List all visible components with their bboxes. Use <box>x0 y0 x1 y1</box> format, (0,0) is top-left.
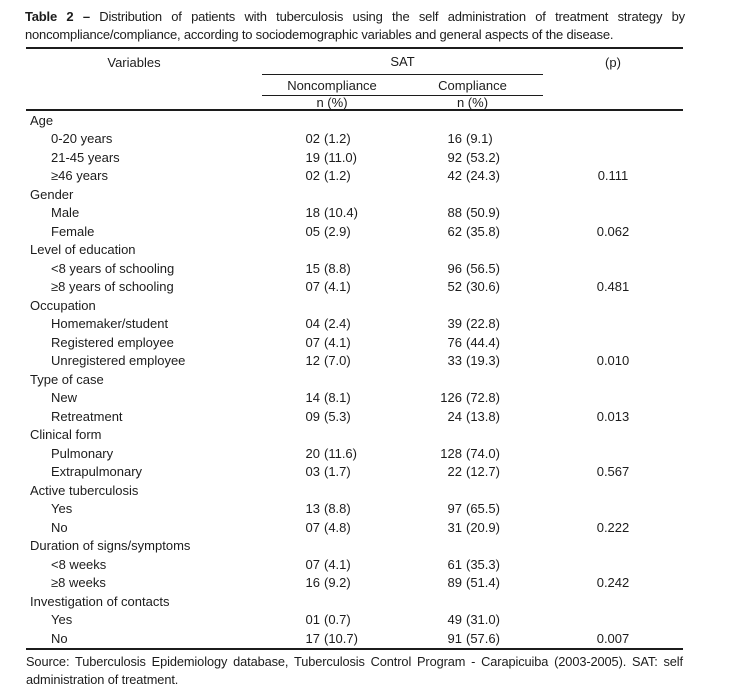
compliance-n: 24 <box>447 408 462 424</box>
noncompliance-pct: (4.1) <box>324 334 351 350</box>
p-value-cell: 0.481 <box>596 279 630 295</box>
noncompliance-cell <box>262 261 402 276</box>
table-caption-text: Distribution of patients with tuberculosis using the self administration of treatment strategy by noncompliance/compliance, according to sociodemographic variables and general aspects of the disease. <box>25 9 685 42</box>
noncompliance-n: 05 <box>305 223 320 239</box>
p-value-cell: 0.567 <box>596 464 630 480</box>
p-value-cell: 0.007 <box>596 630 630 646</box>
compliance-cell <box>402 575 543 590</box>
noncompliance-cell <box>262 390 402 405</box>
variable-group-label: Active tuberculosis <box>30 482 139 498</box>
compliance-n: 22 <box>447 464 462 480</box>
compliance-cell <box>402 131 543 146</box>
variable-item-label: Unregistered employee <box>51 353 186 369</box>
col-header-npct-compliance: n (%) <box>456 94 489 110</box>
compliance-cell <box>402 631 543 646</box>
variable-group-label: Occupation <box>30 297 96 313</box>
variable-item-label: Retreatment <box>51 408 123 424</box>
noncompliance-cell <box>262 446 402 461</box>
noncompliance-n: 09 <box>305 408 320 424</box>
table-row <box>26 389 683 408</box>
compliance-cell <box>402 409 543 424</box>
compliance-cell <box>402 520 543 535</box>
noncompliance-n: 03 <box>305 464 320 480</box>
p-value-cell: 0.222 <box>596 519 630 535</box>
table-row <box>26 352 683 371</box>
noncompliance-n: 13 <box>305 501 320 517</box>
compliance-n: 96 <box>447 260 462 276</box>
table-row <box>26 333 683 352</box>
noncompliance-n: 19 <box>305 149 320 165</box>
noncompliance-n: 18 <box>305 205 320 221</box>
noncompliance-pct: (4.1) <box>324 556 351 572</box>
variable-group-label: Gender <box>30 186 74 202</box>
variable-group-label: Clinical form <box>30 427 102 443</box>
compliance-n: 61 <box>447 556 462 572</box>
header-row-3 <box>26 96 683 109</box>
p-value-cell: 0.111 <box>597 168 629 184</box>
variable-item-label: ≥8 weeks <box>51 575 106 591</box>
variable-group-row <box>26 241 683 260</box>
variable-group-row <box>26 111 683 130</box>
variable-item-label: No <box>51 630 68 646</box>
compliance-pct: (13.8) <box>466 408 500 424</box>
source-note: Source: Tuberculosis Epidemiology database, Tuberculosis Control Program - Carapicuiba (2003-2005). SAT: self administration of treatment. <box>26 653 683 687</box>
col-header-sat: SAT <box>262 49 543 75</box>
compliance-pct: (12.7) <box>466 464 500 480</box>
compliance-pct: (53.2) <box>466 149 500 165</box>
compliance-n: 97 <box>447 501 462 517</box>
noncompliance-cell <box>262 335 402 350</box>
variable-group-row <box>26 370 683 389</box>
table-row <box>26 204 683 223</box>
noncompliance-n: 12 <box>305 353 320 369</box>
table-row <box>26 611 683 630</box>
noncompliance-cell <box>262 501 402 516</box>
table-row <box>26 444 683 463</box>
noncompliance-cell <box>262 150 402 165</box>
variable-item-label: Pulmonary <box>51 445 114 461</box>
noncompliance-pct: (4.8) <box>324 519 351 535</box>
noncompliance-cell <box>262 205 402 220</box>
noncompliance-pct: (0.7) <box>324 612 351 628</box>
col-header-compliance: Compliance <box>438 77 507 93</box>
noncompliance-pct: (2.9) <box>324 223 351 239</box>
compliance-pct: (35.3) <box>466 556 500 572</box>
noncompliance-pct: (11.0) <box>324 149 357 165</box>
header-npct-pair <box>262 96 543 109</box>
compliance-n: 76 <box>447 334 462 350</box>
table-row <box>26 629 683 648</box>
table-row <box>26 500 683 519</box>
compliance-cell <box>402 261 543 276</box>
variable-group-row <box>26 426 683 445</box>
compliance-n: 16 <box>447 131 462 147</box>
variable-item-label: Extrapulmonary <box>51 464 143 480</box>
compliance-pct: (65.5) <box>466 501 500 517</box>
noncompliance-pct: (1.2) <box>324 168 351 184</box>
compliance-cell <box>402 316 543 331</box>
noncompliance-pct: (10.4) <box>324 205 358 221</box>
noncompliance-cell <box>262 612 402 627</box>
noncompliance-pct: (1.7) <box>324 464 351 480</box>
compliance-pct: (30.6) <box>466 279 500 295</box>
variable-item-label: New <box>51 390 78 406</box>
variable-item-label: ≥8 years of schooling <box>51 279 174 295</box>
data-table <box>26 47 683 650</box>
table-row <box>26 518 683 537</box>
noncompliance-pct: (10.7) <box>324 630 358 646</box>
noncompliance-pct: (5.3) <box>324 408 351 424</box>
noncompliance-cell <box>262 168 402 183</box>
compliance-cell <box>402 224 543 239</box>
compliance-pct: (51.4) <box>466 575 500 591</box>
noncompliance-cell <box>262 557 402 572</box>
compliance-pct: (50.9) <box>466 205 500 221</box>
compliance-n: 42 <box>447 168 462 184</box>
header-spacer-right <box>543 75 683 96</box>
noncompliance-pct: (9.2) <box>324 575 351 591</box>
compliance-cell <box>402 612 543 627</box>
noncompliance-cell <box>262 224 402 239</box>
compliance-cell <box>402 279 543 294</box>
compliance-pct: (44.4) <box>466 334 500 350</box>
noncompliance-n: 04 <box>305 316 320 332</box>
variable-group-row <box>26 537 683 556</box>
header-row-2 <box>26 75 683 96</box>
variable-group-label: Type of case <box>30 371 104 387</box>
compliance-pct: (74.0) <box>466 445 500 461</box>
noncompliance-cell <box>262 464 402 479</box>
table-row <box>26 167 683 186</box>
table-row <box>26 315 683 334</box>
compliance-cell <box>402 335 543 350</box>
variable-item-label: ≥46 years <box>51 168 108 184</box>
compliance-pct: (24.3) <box>466 168 500 184</box>
compliance-n: 126 <box>440 390 462 406</box>
table-row <box>26 574 683 593</box>
compliance-n: 91 <box>447 630 462 646</box>
table-row <box>26 259 683 278</box>
variable-group-label: Investigation of contacts <box>30 593 170 609</box>
noncompliance-n: 02 <box>305 131 320 147</box>
header-spacer-left-2 <box>26 96 262 109</box>
noncompliance-pct: (8.8) <box>324 260 351 276</box>
noncompliance-n: 07 <box>305 334 320 350</box>
noncompliance-n: 17 <box>305 630 320 646</box>
noncompliance-pct: (8.8) <box>324 501 351 517</box>
variable-item-label: Yes <box>51 501 73 517</box>
compliance-cell <box>402 353 543 368</box>
compliance-pct: (9.1) <box>466 131 493 147</box>
table-caption <box>25 8 685 43</box>
noncompliance-pct: (4.1) <box>324 279 351 295</box>
compliance-n: 52 <box>447 279 462 295</box>
col-header-npct-noncompliance: n (%) <box>316 94 348 110</box>
table-row <box>26 555 683 574</box>
noncompliance-cell <box>262 131 402 146</box>
variable-item-label: Yes <box>51 612 73 628</box>
compliance-n: 88 <box>447 205 462 221</box>
compliance-cell <box>402 205 543 220</box>
variable-group-row <box>26 481 683 500</box>
compliance-cell <box>402 446 543 461</box>
table-bottom-rule <box>26 648 683 650</box>
variable-item-label: Female <box>51 223 95 239</box>
compliance-n: 92 <box>447 149 462 165</box>
compliance-cell <box>402 390 543 405</box>
table-row <box>26 278 683 297</box>
noncompliance-cell <box>262 279 402 294</box>
p-value-cell: 0.010 <box>596 353 630 369</box>
variable-group-row <box>26 296 683 315</box>
table-header <box>26 47 683 111</box>
variable-item-label: <8 years of schooling <box>51 260 175 276</box>
table-caption-label: Table 2 – <box>25 9 100 24</box>
header-spacer-right-2 <box>543 96 683 109</box>
variable-item-label: No <box>51 519 68 535</box>
variable-group-row <box>26 185 683 204</box>
table-row <box>26 463 683 482</box>
noncompliance-pct: (7.0) <box>324 353 351 369</box>
noncompliance-n: 02 <box>305 168 320 184</box>
p-value-cell: 0.013 <box>596 408 630 424</box>
noncompliance-n: 01 <box>305 612 320 628</box>
noncompliance-cell <box>262 520 402 535</box>
compliance-pct: (35.8) <box>466 223 500 239</box>
compliance-pct: (56.5) <box>466 260 500 276</box>
compliance-n: 39 <box>447 316 462 332</box>
header-row-1 <box>26 49 683 75</box>
compliance-pct: (31.0) <box>466 612 500 628</box>
header-spacer-left <box>26 75 262 96</box>
col-header-p: (p) <box>605 54 621 70</box>
noncompliance-n: 14 <box>305 390 320 406</box>
compliance-pct: (72.8) <box>466 390 500 406</box>
col-header-variables: Variables <box>107 54 161 70</box>
noncompliance-cell <box>262 353 402 368</box>
compliance-pct: (20.9) <box>466 519 500 535</box>
table-row <box>26 407 683 426</box>
noncompliance-n: 07 <box>305 556 320 572</box>
compliance-n: 31 <box>447 519 462 535</box>
compliance-n: 89 <box>447 575 462 591</box>
noncompliance-cell <box>262 575 402 590</box>
variable-item-label: Homemaker/student <box>51 316 169 332</box>
variable-group-label: Duration of signs/symptoms <box>30 538 191 554</box>
table-row <box>26 222 683 241</box>
compliance-cell <box>402 168 543 183</box>
variable-item-label: Male <box>51 205 80 221</box>
compliance-pct: (22.8) <box>466 316 500 332</box>
table-body <box>26 111 683 648</box>
noncompliance-n: 07 <box>305 519 320 535</box>
variable-item-label: Registered employee <box>51 334 174 350</box>
noncompliance-cell <box>262 631 402 646</box>
variable-item-label: 0-20 years <box>51 131 113 147</box>
compliance-n: 33 <box>447 353 462 369</box>
p-value-cell: 0.062 <box>596 223 630 239</box>
noncompliance-pct: (11.6) <box>324 445 357 461</box>
compliance-cell <box>402 557 543 572</box>
noncompliance-n: 16 <box>305 575 320 591</box>
noncompliance-pct: (2.4) <box>324 316 351 332</box>
compliance-n: 49 <box>447 612 462 628</box>
variable-group-row <box>26 592 683 611</box>
header-subcolumns <box>262 75 543 96</box>
noncompliance-n: 20 <box>305 445 320 461</box>
compliance-n: 62 <box>447 223 462 239</box>
variable-group-label: Level of education <box>30 242 136 258</box>
compliance-pct: (57.6) <box>466 630 500 646</box>
noncompliance-cell <box>262 316 402 331</box>
compliance-n: 128 <box>440 445 462 461</box>
table-row <box>26 130 683 149</box>
noncompliance-n: 07 <box>305 279 320 295</box>
compliance-cell <box>402 464 543 479</box>
compliance-pct: (19.3) <box>466 353 500 369</box>
noncompliance-cell <box>262 409 402 424</box>
variable-item-label: <8 weeks <box>51 556 107 572</box>
compliance-cell <box>402 501 543 516</box>
variable-group-label: Age <box>30 112 54 128</box>
noncompliance-pct: (1.2) <box>324 131 351 147</box>
noncompliance-n: 15 <box>305 260 320 276</box>
compliance-cell <box>402 150 543 165</box>
col-header-noncompliance: Noncompliance <box>287 77 377 93</box>
p-value-cell: 0.242 <box>596 575 630 591</box>
variable-item-label: 21-45 years <box>51 149 120 165</box>
noncompliance-pct: (8.1) <box>324 390 351 406</box>
table-row <box>26 148 683 167</box>
